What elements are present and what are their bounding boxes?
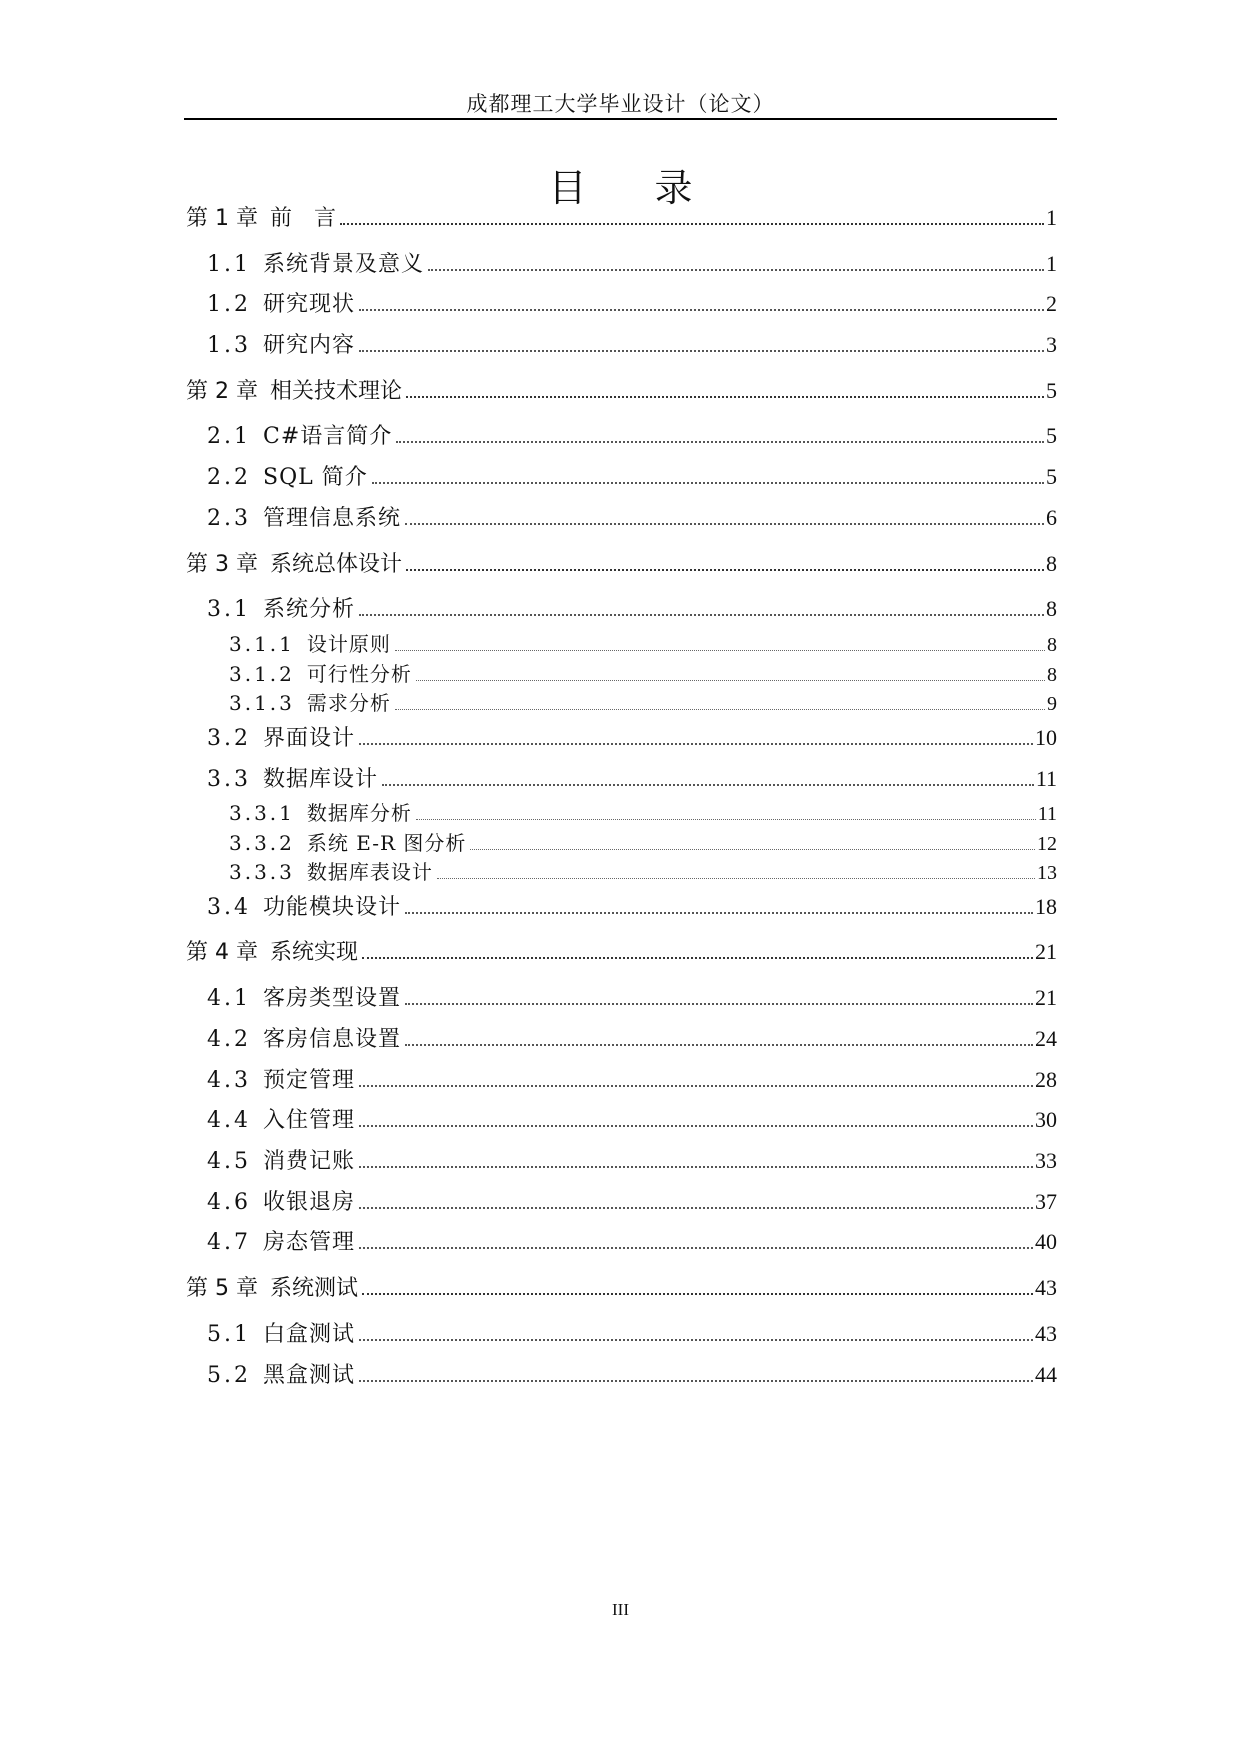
- toc-entry-label: 黑盒测试: [263, 1363, 356, 1388]
- toc-entry-number: 4.1: [207, 986, 251, 1011]
- toc-entry[interactable]: [207, 330, 1057, 360]
- toc-entry-label: 系统 E-R 图分析: [306, 831, 467, 855]
- toc-entry-page: 6: [1046, 505, 1057, 530]
- toc-entry-number: 3.1.3: [229, 691, 295, 715]
- dot-leader: [406, 396, 1044, 398]
- toc-entry-page: 43: [1035, 1321, 1057, 1346]
- toc-entry-label: 系统背景及意义: [263, 252, 425, 277]
- toc-entry-page: 43: [1035, 1275, 1057, 1300]
- toc-entry-number: 3.1.1: [229, 632, 295, 656]
- toc-entry-page: 11: [1037, 803, 1057, 825]
- toc-entry-page: 8: [1047, 634, 1057, 656]
- toc-entry[interactable]: [186, 203, 1057, 233]
- toc-entry[interactable]: [207, 1319, 1057, 1349]
- toc-entry-page: 3: [1046, 332, 1057, 357]
- toc-entry-label: 客房信息设置: [263, 1027, 402, 1052]
- toc-entry-number: 5.2: [207, 1363, 251, 1388]
- toc-entry[interactable]: [229, 659, 1057, 689]
- toc-entry-label: 白盒测试: [263, 1322, 356, 1347]
- toc-entry[interactable]: [207, 462, 1057, 492]
- dot-leader: [405, 1003, 1033, 1005]
- toc-entry[interactable]: [186, 376, 1057, 406]
- toc-entry[interactable]: [207, 892, 1057, 922]
- toc-entry-page: 5: [1046, 378, 1057, 403]
- toc-entry-label: C#语言简介: [263, 424, 393, 449]
- toc-entry[interactable]: [186, 937, 1057, 967]
- toc-entry[interactable]: [207, 594, 1057, 624]
- toc-entry-label: 收银退房: [263, 1190, 356, 1215]
- toc-entry-number: 3.2: [207, 726, 251, 751]
- toc-entry-label: 相关技术理论: [269, 379, 402, 404]
- toc-entry-number: 第 3 章: [186, 552, 258, 577]
- toc-entry-number: 3.3: [207, 767, 251, 792]
- toc-entry[interactable]: [229, 629, 1057, 659]
- toc-entry-page: 21: [1035, 939, 1057, 964]
- toc-entry-number: 3.3.3: [229, 860, 295, 884]
- toc-entry[interactable]: [207, 249, 1057, 279]
- toc-entry[interactable]: [207, 764, 1057, 794]
- toc-entry[interactable]: [207, 1360, 1057, 1390]
- toc-entry[interactable]: [207, 1065, 1057, 1095]
- toc-entry-label: 界面设计: [263, 726, 356, 751]
- toc-entry-label: 需求分析: [306, 691, 391, 715]
- toc-entry-page: 10: [1035, 725, 1057, 750]
- toc-entry-number: 第 4 章: [186, 940, 258, 965]
- toc-entry[interactable]: [207, 421, 1057, 451]
- toc-entry-label: 房态管理: [263, 1230, 356, 1255]
- page-number: III: [612, 1600, 629, 1619]
- dot-leader: [359, 1207, 1033, 1209]
- toc-entry-label: 入住管理: [263, 1108, 356, 1133]
- toc-entry-label: 系统实现: [269, 940, 358, 965]
- dot-leader: [372, 482, 1044, 484]
- toc-entry-number: 4.4: [207, 1108, 251, 1133]
- toc-entry-page: 33: [1035, 1148, 1057, 1173]
- running-header: 成都理工大学毕业设计（论文）: [466, 92, 775, 116]
- dot-leader: [359, 614, 1044, 616]
- toc-entry-page: 30: [1035, 1107, 1057, 1132]
- toc-entry-page: 21: [1035, 985, 1057, 1010]
- toc-entry-number: 1.2: [207, 292, 251, 317]
- dot-leader: [359, 1085, 1033, 1087]
- dot-leader: [395, 709, 1045, 710]
- toc-title: 目 录: [548, 166, 721, 210]
- toc-entry-number: 4.2: [207, 1027, 251, 1052]
- toc-entry-page: 1: [1046, 251, 1057, 276]
- toc-entry-number: 3.1: [207, 597, 251, 622]
- toc-entry[interactable]: [207, 289, 1057, 319]
- toc-entry-label: 功能模块设计: [263, 895, 402, 920]
- toc-entry-label: 系统测试: [269, 1276, 358, 1301]
- dot-leader: [405, 1044, 1033, 1046]
- toc-entry-page: 40: [1035, 1229, 1057, 1254]
- toc-entry-page: 1: [1046, 205, 1057, 230]
- toc-entry-label: 管理信息系统: [263, 506, 402, 531]
- toc-entry-label: 预定管理: [263, 1068, 356, 1093]
- toc-entry[interactable]: [207, 1227, 1057, 1257]
- toc-entry-label: 数据库设计: [263, 767, 379, 792]
- toc-entry[interactable]: [207, 1146, 1057, 1176]
- toc-entry-label: 数据库表设计: [306, 860, 433, 884]
- toc-entry-number: 第 5 章: [186, 1276, 258, 1301]
- dot-leader: [405, 912, 1033, 914]
- toc-entry-label: 系统总体设计: [269, 552, 402, 577]
- toc-entry-page: 5: [1046, 464, 1057, 489]
- toc-entry-number: 第 2 章: [186, 379, 258, 404]
- dot-leader: [359, 1380, 1033, 1382]
- toc-entry[interactable]: [229, 857, 1057, 887]
- dot-leader: [382, 784, 1034, 786]
- toc-entry-number: 5.1: [207, 1322, 251, 1347]
- toc-entry[interactable]: [207, 1024, 1057, 1054]
- dot-leader: [362, 1293, 1033, 1295]
- toc-entry-number: 3.3.2: [229, 831, 295, 855]
- toc-entry-page: 44: [1035, 1362, 1057, 1387]
- toc-entry-label: 可行性分析: [306, 662, 412, 686]
- toc-entry-page: 28: [1035, 1067, 1057, 1092]
- toc-entry-label: 研究现状: [263, 292, 356, 317]
- dot-leader: [359, 1247, 1033, 1249]
- toc-entry-page: 8: [1046, 596, 1057, 621]
- toc-entry[interactable]: [229, 688, 1057, 718]
- toc-entry-page: 9: [1047, 693, 1057, 715]
- toc-entry-label: SQL 简介: [263, 465, 368, 490]
- toc-entry-page: 18: [1035, 894, 1057, 919]
- dot-leader: [395, 650, 1045, 651]
- dot-leader: [470, 849, 1035, 850]
- toc-entry[interactable]: [186, 1273, 1057, 1303]
- toc-entry[interactable]: [207, 1105, 1057, 1135]
- toc-entry-label: 研究内容: [263, 333, 356, 358]
- toc-entry-number: 2.3: [207, 506, 251, 531]
- toc-entry-number: 4.5: [207, 1149, 251, 1174]
- dot-leader: [359, 1125, 1033, 1127]
- toc-entry-number: 4.6: [207, 1190, 251, 1215]
- dot-leader: [340, 223, 1044, 225]
- dot-leader: [359, 1166, 1033, 1168]
- toc-entry-number: 1.3: [207, 333, 251, 358]
- toc-entry-label: 系统分析: [263, 597, 356, 622]
- toc-entry-label: 前 言: [269, 206, 336, 231]
- toc-entry-page: 11: [1035, 766, 1057, 791]
- dot-leader: [437, 878, 1035, 879]
- toc-entry-label: 消费记账: [263, 1149, 356, 1174]
- toc-entry[interactable]: [186, 549, 1057, 579]
- dot-leader: [405, 523, 1044, 525]
- toc-entry[interactable]: [207, 503, 1057, 533]
- toc-entry[interactable]: [207, 1187, 1057, 1217]
- toc-entry-number: 3.3.1: [229, 801, 295, 825]
- toc-entry-page: 8: [1047, 664, 1057, 686]
- dot-leader: [428, 269, 1044, 271]
- dot-leader: [359, 309, 1044, 311]
- toc-entry-number: 4.3: [207, 1068, 251, 1093]
- dot-leader: [359, 350, 1044, 352]
- toc-entry-number: 2.1: [207, 424, 251, 449]
- toc-entry-page: 13: [1037, 862, 1057, 884]
- toc-entry-number: 3.4: [207, 895, 251, 920]
- toc-entry-label: 数据库分析: [306, 801, 412, 825]
- toc-entry-page: 8: [1046, 551, 1057, 576]
- toc-entry[interactable]: [229, 798, 1057, 828]
- dot-leader: [359, 743, 1033, 745]
- dot-leader: [396, 441, 1044, 443]
- toc-entry-number: 3.1.2: [229, 662, 295, 686]
- toc-entry-page: 5: [1046, 423, 1057, 448]
- toc-entry-page: 12: [1037, 833, 1057, 855]
- toc-entry-number: 第 1 章: [186, 206, 258, 231]
- toc-entry-label: 客房类型设置: [263, 986, 402, 1011]
- toc-entry[interactable]: [207, 983, 1057, 1013]
- toc-entry-page: 2: [1046, 291, 1057, 316]
- toc-entry-page: 24: [1035, 1026, 1057, 1051]
- dot-leader: [416, 680, 1045, 681]
- dot-leader: [359, 1339, 1033, 1341]
- toc-entry-page: 37: [1035, 1189, 1057, 1214]
- toc-entry-number: 2.2: [207, 465, 251, 490]
- toc-entry-number: 4.7: [207, 1230, 251, 1255]
- toc-entry[interactable]: [207, 723, 1057, 753]
- header-rule: [184, 118, 1057, 120]
- toc-entry-number: 1.1: [207, 252, 251, 277]
- dot-leader: [362, 957, 1033, 959]
- toc-entry-label: 设计原则: [306, 632, 391, 656]
- dot-leader: [406, 569, 1044, 571]
- dot-leader: [416, 819, 1036, 820]
- toc-entry[interactable]: [229, 828, 1057, 858]
